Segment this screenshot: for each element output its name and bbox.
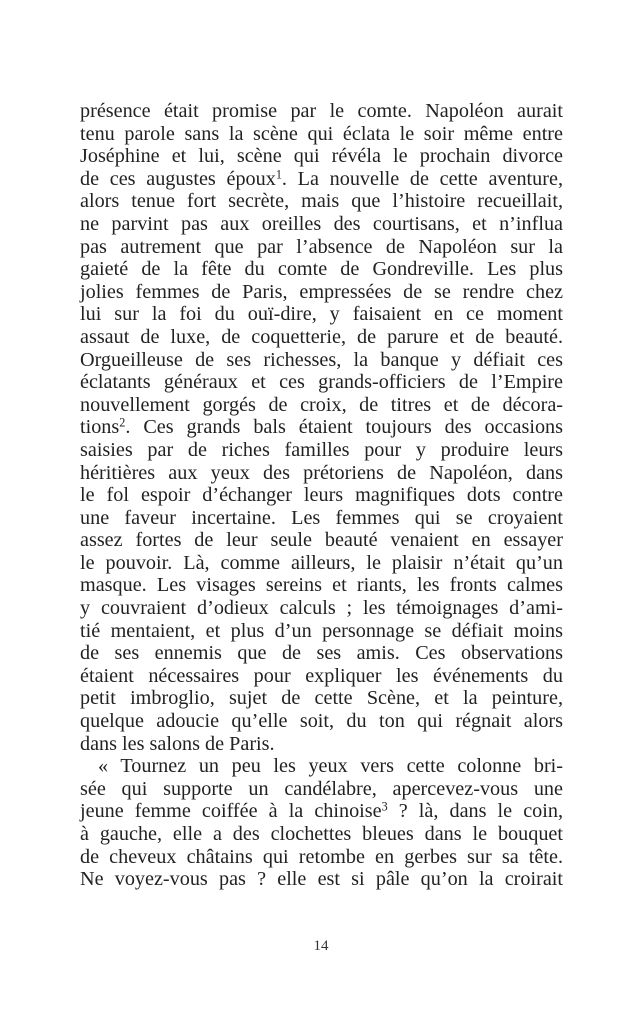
body-text — [80, 100, 563, 891]
footnote-ref-2[interactable]: 2 — [119, 415, 126, 430]
text-line: lui sur la foi du ouï-dire, y faisaient en ce moment — [80, 303, 563, 326]
text-line: le pouvoir. Là, comme ailleurs, le plaisir n’était qu’un — [80, 551, 563, 574]
text-line: nouvellement gorgés de croix, de titres et de décora- — [80, 393, 563, 416]
text-line: Joséphine et lui, scène qui révéla le prochain divorce — [80, 145, 563, 168]
text-line — [80, 168, 563, 191]
text-segment: . La nouvelle de cette aventure, — [281, 167, 563, 190]
footnote-ref-1[interactable]: 1 — [275, 167, 282, 182]
text-line: Ne voyez-vous pas ? elle est si pâle qu’on la croirait — [80, 868, 563, 891]
text-line: de cheveux châtains qui retombe en gerbes sur sa tête. — [80, 845, 563, 868]
text-line: petit imbroglio, sujet de cette Scène, et la peinture, — [80, 687, 563, 710]
text-line: à gauche, elle a des clochettes bleues dans le bouquet — [80, 823, 563, 845]
text-line: gaieté de la fête du comte de Gondreville. Les plus — [80, 258, 563, 281]
text-line: pas autrement que par l’absence de Napoléon sur la — [80, 235, 563, 258]
text-line: présence était promise par le comte. Napoléon aurait — [80, 100, 563, 122]
text-segment: ? là, dans le coin, — [387, 800, 563, 823]
text-segment: . Ces grands bals étaient toujours des occasions — [125, 416, 563, 439]
text-line: tié mentaient, et plus d’un personnage se défiait moins — [80, 619, 563, 642]
text-line — [80, 416, 563, 439]
text-segment: tions — [80, 416, 120, 439]
paragraph-1 — [80, 100, 563, 755]
text-line: « Tournez un peu les yeux vers cette colonne bri- — [98, 755, 563, 778]
text-line: le fol espoir d’échanger leurs magnifiques dots contre — [80, 484, 563, 507]
text-line: héritières aux yeux des prétoriens de Napoléon, dans — [80, 461, 563, 484]
text-segment: de ces augustes époux — [80, 167, 276, 190]
text-line: jolies femmes de Paris, empressées de se rendre chez — [80, 280, 563, 303]
text-line: masque. Les visages sereins et riants, les fronts calmes — [80, 574, 563, 597]
text-line: alors tenue fort secrète, mais que l’histoire recueillait, — [80, 190, 563, 213]
text-line: une faveur incertaine. Les femmes qui se croyaient — [80, 506, 563, 529]
text-line: y couvraient d’odieux calculs ; les témoignages d’ami- — [80, 597, 563, 620]
paragraph-2 — [80, 755, 563, 891]
text-line: tenu parole sans la scène qui éclata le soir même entre — [80, 122, 563, 145]
text-line: dans les salons de Paris. — [80, 732, 275, 755]
text-line: assaut de luxe, de coquetterie, de parure et de beauté. — [80, 325, 563, 348]
text-line: étaient nécessaires pour expliquer les événements du — [80, 664, 563, 687]
text-line: ne parvint pas aux oreilles des courtisans, et n’influa — [80, 212, 563, 235]
text-line: quelque adoucie qu’elle soit, du ton qui régnait alors — [80, 710, 563, 733]
text-line: Orgueilleuse de ses richesses, la banque y défiait ces — [80, 348, 563, 371]
text-segment: jeune femme coiffée à la chinoise — [80, 800, 382, 823]
text-line: assez fortes de leur seule beauté venaient en essayer — [80, 529, 563, 552]
page-number: 14 — [313, 938, 329, 954]
footnote-ref-3[interactable]: 3 — [381, 799, 388, 814]
text-line — [80, 800, 563, 823]
text-line: sée qui supporte un candélabre, apercevez-vous une — [80, 777, 563, 800]
text-line: de ses ennemis que de ses amis. Ces observations — [80, 642, 563, 665]
text-line: saisies par de riches familles pour y produire leurs — [80, 438, 563, 461]
text-line: éclatants généraux et ces grands-officiers de l’Empire — [80, 371, 563, 394]
